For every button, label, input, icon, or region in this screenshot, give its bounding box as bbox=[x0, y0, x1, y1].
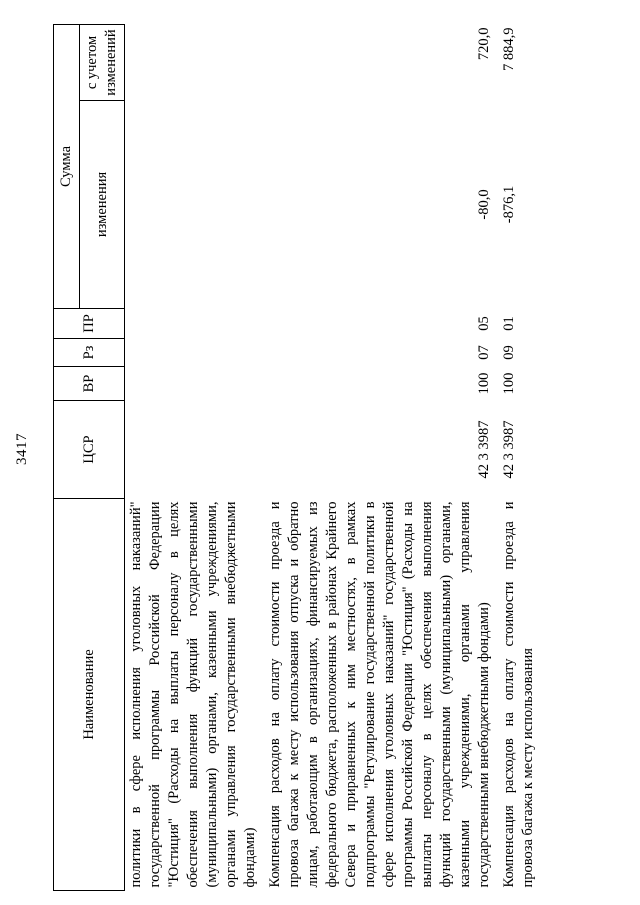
row-total: 720,0 bbox=[476, 27, 492, 61]
header-rz: Рз bbox=[54, 339, 125, 367]
header-row-1 bbox=[54, 25, 80, 891]
row-name: Компенсация расходов на оплату стоимости проезда и провоза багажа к месту использования отпуска и обратно лицам, работающим в организациях, финансируемых из федерального бюджета, расположенных в районах Крайнего Севера и приравненных к ним местностях, в рамках подпрограммы "Регулирование государственной политики в сфере исполнения уголовных наказаний" государственной программы Российской Федерации "Юстиция" (Расходы на выплаты персоналу в целях обеспечения выполнения функций государственными (муниципальными) органами, казенными учреждениями, органами управления государственными внебюджетными фондами) bbox=[267, 501, 492, 888]
header-vr: ВР bbox=[54, 367, 125, 401]
row-vr: 100 bbox=[501, 372, 517, 395]
row-vr: 100 bbox=[476, 372, 492, 395]
table-row bbox=[125, 25, 265, 891]
row-csr: 42 3 3987 bbox=[476, 420, 492, 479]
row-rz bbox=[125, 339, 265, 367]
row-csr bbox=[125, 401, 265, 499]
row-csr: 42 3 3987 bbox=[501, 420, 517, 479]
row-name: политики в сфере исполнения уголовных наказаний" государственной программы Российской Федерации "Юстиция" (Расходы на выплаты персоналу в целях обеспечения выполнения функций государственными (муниципальными) органами, казенными учреждениями, органами управления государственными внебюджетными фондами) bbox=[128, 501, 258, 888]
header-name: Наименование bbox=[54, 499, 125, 891]
row-pr: 05 bbox=[476, 316, 492, 331]
row-total: 7 884,9 bbox=[501, 27, 517, 71]
row-change bbox=[125, 101, 265, 309]
header-pr: ПР bbox=[54, 309, 125, 339]
table-row bbox=[264, 25, 498, 891]
row-rz: 07 bbox=[476, 345, 492, 360]
row-pr bbox=[125, 309, 265, 339]
row-change: -876,1 bbox=[501, 185, 517, 224]
header-change: изменения bbox=[80, 101, 125, 309]
budget-table bbox=[53, 24, 542, 891]
header-with-changes: с учетом изменений bbox=[80, 25, 125, 101]
table-row bbox=[498, 25, 542, 891]
row-pr: 01 bbox=[501, 316, 517, 331]
row-total bbox=[125, 25, 265, 101]
row-vr bbox=[125, 367, 265, 401]
header-sum: Сумма bbox=[54, 25, 80, 309]
row-change: -80,0 bbox=[476, 189, 492, 220]
row-rz: 09 bbox=[501, 345, 517, 360]
page-number: 3417 bbox=[14, 433, 30, 465]
header-csr: ЦСР bbox=[54, 401, 125, 499]
row-name: Компенсация расходов на оплату стоимости проезда и провоза багажа к месту использования bbox=[501, 501, 536, 888]
